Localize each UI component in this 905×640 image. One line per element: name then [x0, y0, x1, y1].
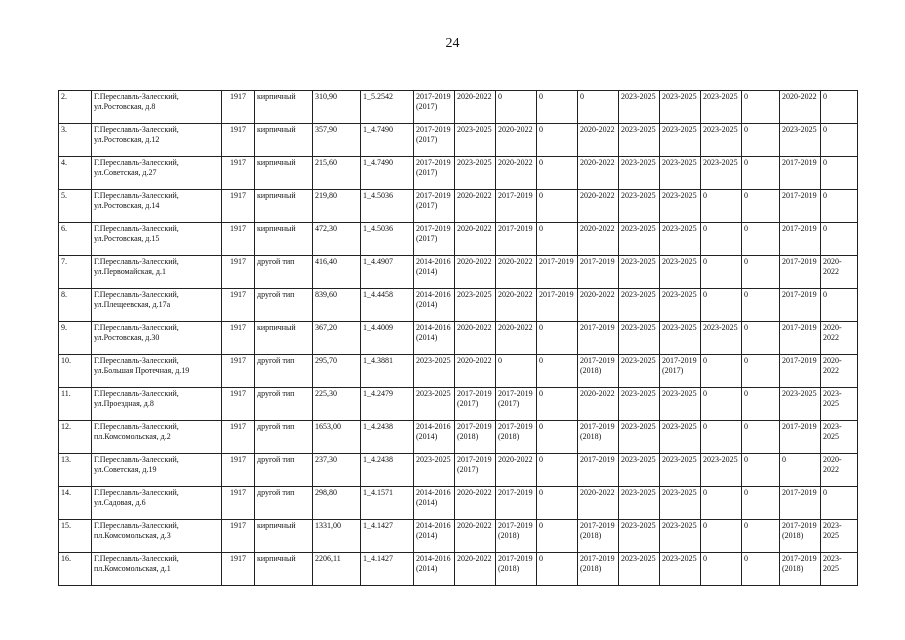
area-cell: 472,30 — [313, 223, 361, 256]
period-cell: 2020-2022 — [821, 355, 858, 388]
period-cell: 2017-2019 — [780, 289, 821, 322]
period-cell: 2023-2025 — [660, 91, 701, 124]
year-built-cell: 1917 — [222, 355, 255, 388]
year-built-cell: 1917 — [222, 487, 255, 520]
period-cell: 0 — [701, 256, 742, 289]
table-row — [59, 355, 858, 388]
period-cell: 2023-2025 — [414, 388, 455, 421]
address-cell: Г.Переславль-Залесский, ул.Большая Протечная, д.19 — [92, 355, 222, 388]
row-number: 7. — [59, 256, 92, 289]
period-cell: 2023-2025 — [619, 289, 660, 322]
period-cell: 2020-2022 — [578, 289, 619, 322]
period-cell: 2023-2025 — [701, 91, 742, 124]
period-cell: 2017-2019 — [537, 256, 578, 289]
period-cell: 0 — [742, 322, 780, 355]
address-cell: Г.Переславль-Залесский, ул.Ростовская, д.8 — [92, 91, 222, 124]
period-cell: 0 — [821, 487, 858, 520]
year-built-cell: 1917 — [222, 190, 255, 223]
period-cell: 0 — [537, 553, 578, 586]
period-cell: 0 — [821, 91, 858, 124]
area-cell: 367,20 — [313, 322, 361, 355]
period-cell: 2020-2022 — [455, 553, 496, 586]
period-cell: 2020-2022 — [821, 256, 858, 289]
period-cell: 2017-2019 (2018) — [496, 520, 537, 553]
period-cell: 2023-2025 — [701, 322, 742, 355]
period-cell: 2020-2022 — [455, 256, 496, 289]
period-cell: 2020-2022 — [455, 520, 496, 553]
area-cell: 839,60 — [313, 289, 361, 322]
area-cell: 1653,00 — [313, 421, 361, 454]
row-number: 11. — [59, 388, 92, 421]
period-cell: 2017-2019 — [578, 256, 619, 289]
wall-material-cell: кирпичный — [255, 322, 313, 355]
row-number: 6. — [59, 223, 92, 256]
year-built-cell: 1917 — [222, 91, 255, 124]
index-cell: 1_4.5036 — [361, 223, 414, 256]
period-cell: 2017-2019 — [780, 355, 821, 388]
row-number: 16. — [59, 553, 92, 586]
period-cell: 2014-2016 (2014) — [414, 289, 455, 322]
period-cell: 2023-2025 — [660, 421, 701, 454]
period-cell: 2017-2019 — [780, 322, 821, 355]
wall-material-cell: другой тип — [255, 289, 313, 322]
period-cell: 2017-2019 (2017) — [414, 190, 455, 223]
table-row — [59, 223, 858, 256]
wall-material-cell: другой тип — [255, 355, 313, 388]
year-built-cell: 1917 — [222, 157, 255, 190]
table-row — [59, 256, 858, 289]
area-cell: 215,60 — [313, 157, 361, 190]
row-number: 9. — [59, 322, 92, 355]
period-cell: 2023-2025 — [660, 553, 701, 586]
period-cell: 0 — [742, 124, 780, 157]
index-cell: 1_4.2438 — [361, 454, 414, 487]
index-cell: 1_4.3881 — [361, 355, 414, 388]
period-cell: 0 — [537, 355, 578, 388]
period-cell: 2023-2025 — [780, 388, 821, 421]
year-built-cell: 1917 — [222, 322, 255, 355]
address-cell: Г.Переславль-Залесский, пл.Комсомольская, д.2 — [92, 421, 222, 454]
period-cell: 2020-2022 — [455, 355, 496, 388]
period-cell: 0 — [742, 223, 780, 256]
year-built-cell: 1917 — [222, 553, 255, 586]
period-cell: 2017-2019 — [780, 487, 821, 520]
period-cell: 2014-2016 (2014) — [414, 421, 455, 454]
index-cell: 1_4.4458 — [361, 289, 414, 322]
period-cell: 2023-2025 — [414, 454, 455, 487]
period-cell: 2023-2025 — [660, 388, 701, 421]
period-cell: 0 — [742, 421, 780, 454]
wall-material-cell: кирпичный — [255, 124, 313, 157]
period-cell: 2020-2022 — [455, 91, 496, 124]
address-cell: Г.Переславль-Залесский, пл.Комсомольская, д.1 — [92, 553, 222, 586]
year-built-cell: 1917 — [222, 454, 255, 487]
year-built-cell: 1917 — [222, 124, 255, 157]
period-cell: 0 — [780, 454, 821, 487]
period-cell: 2017-2019 — [780, 256, 821, 289]
period-cell: 2017-2019 (2017) — [414, 124, 455, 157]
period-cell: 0 — [742, 190, 780, 223]
period-cell: 2014-2016 (2014) — [414, 553, 455, 586]
period-cell: 2020-2022 — [455, 487, 496, 520]
period-cell: 2023-2025 — [455, 289, 496, 322]
period-cell: 0 — [537, 520, 578, 553]
period-cell: 2023-2025 — [660, 157, 701, 190]
table-body — [59, 91, 858, 586]
period-cell: 2023-2025 — [619, 487, 660, 520]
area-cell: 2206,11 — [313, 553, 361, 586]
period-cell: 2023-2025 — [701, 157, 742, 190]
period-cell: 2017-2019 (2018) — [496, 421, 537, 454]
period-cell: 2017-2019 (2018) — [455, 421, 496, 454]
wall-material-cell: кирпичный — [255, 520, 313, 553]
area-cell: 416,40 — [313, 256, 361, 289]
year-built-cell: 1917 — [222, 256, 255, 289]
index-cell: 1_4.1427 — [361, 553, 414, 586]
period-cell: 2017-2019 — [496, 190, 537, 223]
period-cell: 2023-2025 — [455, 124, 496, 157]
period-cell: 0 — [821, 223, 858, 256]
period-cell: 2017-2019 (2018) — [578, 553, 619, 586]
table-row — [59, 454, 858, 487]
period-cell: 0 — [821, 157, 858, 190]
period-cell: 2023-2025 — [660, 487, 701, 520]
period-cell: 0 — [742, 454, 780, 487]
period-cell: 2014-2016 (2014) — [414, 487, 455, 520]
period-cell: 0 — [496, 355, 537, 388]
period-cell: 2020-2022 — [578, 388, 619, 421]
period-cell: 2017-2019 — [578, 322, 619, 355]
address-cell: Г.Переславль-Залесский, ул.Садовая, д.6 — [92, 487, 222, 520]
table-row — [59, 520, 858, 553]
area-cell: 310,90 — [313, 91, 361, 124]
area-cell: 219,80 — [313, 190, 361, 223]
address-cell: Г.Переславль-Залесский, пл.Комсомольская, д.3 — [92, 520, 222, 553]
period-cell: 2014-2016 (2014) — [414, 322, 455, 355]
period-cell: 2020-2022 — [578, 190, 619, 223]
period-cell: 2017-2019 (2018) — [578, 355, 619, 388]
wall-material-cell: кирпичный — [255, 91, 313, 124]
period-cell: 2023-2025 — [619, 553, 660, 586]
period-cell: 2023-2025 — [619, 454, 660, 487]
period-cell: 2023-2025 — [619, 190, 660, 223]
period-cell: 2023-2025 — [660, 289, 701, 322]
period-cell: 2023-2025 — [821, 553, 858, 586]
period-cell: 0 — [537, 421, 578, 454]
table-row — [59, 322, 858, 355]
period-cell: 0 — [701, 388, 742, 421]
index-cell: 1_4.7490 — [361, 124, 414, 157]
wall-material-cell: другой тип — [255, 256, 313, 289]
period-cell: 0 — [701, 520, 742, 553]
period-cell: 2023-2025 — [780, 124, 821, 157]
period-cell: 0 — [742, 487, 780, 520]
year-built-cell: 1917 — [222, 520, 255, 553]
period-cell: 0 — [496, 91, 537, 124]
period-cell: 0 — [537, 388, 578, 421]
table-row — [59, 157, 858, 190]
period-cell: 2023-2025 — [455, 157, 496, 190]
period-cell: 2020-2022 — [455, 223, 496, 256]
row-number: 4. — [59, 157, 92, 190]
period-cell: 2020-2022 — [780, 91, 821, 124]
period-cell: 2023-2025 — [821, 388, 858, 421]
period-cell: 0 — [701, 223, 742, 256]
period-cell: 0 — [537, 454, 578, 487]
housing-table — [58, 90, 858, 586]
table-row — [59, 421, 858, 454]
period-cell: 2017-2019 (2017) — [414, 157, 455, 190]
period-cell: 2017-2019 (2017) — [496, 388, 537, 421]
address-cell: Г.Переславль-Залесский, ул.Советская, д.27 — [92, 157, 222, 190]
index-cell: 1_4.1427 — [361, 520, 414, 553]
period-cell: 2023-2025 — [619, 256, 660, 289]
row-number: 10. — [59, 355, 92, 388]
period-cell: 2020-2022 — [496, 124, 537, 157]
period-cell: 0 — [701, 289, 742, 322]
period-cell: 2020-2022 — [496, 256, 537, 289]
table-row — [59, 289, 858, 322]
period-cell: 2017-2019 — [578, 454, 619, 487]
period-cell: 2020-2022 — [496, 289, 537, 322]
period-cell: 2020-2022 — [455, 322, 496, 355]
year-built-cell: 1917 — [222, 289, 255, 322]
area-cell: 237,30 — [313, 454, 361, 487]
period-cell: 2023-2025 — [660, 124, 701, 157]
index-cell: 1_4.4907 — [361, 256, 414, 289]
period-cell: 2023-2025 — [701, 124, 742, 157]
period-cell: 2017-2019 — [780, 223, 821, 256]
address-cell: Г.Переславль-Залесский, ул.Ростовская, д.12 — [92, 124, 222, 157]
period-cell: 2023-2025 — [660, 223, 701, 256]
period-cell: 0 — [537, 124, 578, 157]
period-cell: 2023-2025 — [619, 520, 660, 553]
index-cell: 1_4.2438 — [361, 421, 414, 454]
page-number: 24 — [445, 36, 460, 51]
address-cell: Г.Переславль-Залесский, ул.Плещеевская, д.17а — [92, 289, 222, 322]
period-cell: 2023-2025 — [414, 355, 455, 388]
period-cell: 2023-2025 — [660, 190, 701, 223]
period-cell: 0 — [742, 520, 780, 553]
period-cell: 2020-2022 — [496, 454, 537, 487]
period-cell: 2017-2019 — [780, 421, 821, 454]
period-cell: 2014-2016 (2014) — [414, 256, 455, 289]
period-cell: 2023-2025 — [660, 520, 701, 553]
period-cell: 2017-2019 (2018) — [578, 421, 619, 454]
table-row — [59, 91, 858, 124]
period-cell: 2023-2025 — [660, 322, 701, 355]
area-cell: 357,90 — [313, 124, 361, 157]
period-cell: 2023-2025 — [821, 421, 858, 454]
row-number: 14. — [59, 487, 92, 520]
row-number: 3. — [59, 124, 92, 157]
index-cell: 1_4.1571 — [361, 487, 414, 520]
period-cell: 2017-2019 (2018) — [496, 553, 537, 586]
address-cell: Г.Переславль-Залесский, ул.Ростовская, д.30 — [92, 322, 222, 355]
period-cell: 0 — [742, 388, 780, 421]
table-row — [59, 487, 858, 520]
index-cell: 1_4.5036 — [361, 190, 414, 223]
period-cell: 0 — [742, 91, 780, 124]
year-built-cell: 1917 — [222, 421, 255, 454]
wall-material-cell: кирпичный — [255, 190, 313, 223]
period-cell: 2017-2019 — [537, 289, 578, 322]
period-cell: 0 — [742, 256, 780, 289]
period-cell: 0 — [578, 91, 619, 124]
address-cell: Г.Переславль-Залесский, ул.Проездная, д.8 — [92, 388, 222, 421]
period-cell: 2017-2019 (2017) — [414, 223, 455, 256]
period-cell: 2020-2022 — [455, 190, 496, 223]
period-cell: 2023-2025 — [619, 91, 660, 124]
period-cell: 2020-2022 — [821, 322, 858, 355]
period-cell: 0 — [701, 421, 742, 454]
row-number: 15. — [59, 520, 92, 553]
index-cell: 1_5.2542 — [361, 91, 414, 124]
period-cell: 0 — [701, 355, 742, 388]
area-cell: 298,80 — [313, 487, 361, 520]
period-cell: 0 — [537, 91, 578, 124]
period-cell: 0 — [821, 289, 858, 322]
period-cell: 0 — [742, 157, 780, 190]
wall-material-cell: другой тип — [255, 421, 313, 454]
row-number: 2. — [59, 91, 92, 124]
period-cell: 2017-2019 (2017) — [455, 454, 496, 487]
index-cell: 1_4.2479 — [361, 388, 414, 421]
wall-material-cell: кирпичный — [255, 157, 313, 190]
row-number: 12. — [59, 421, 92, 454]
period-cell: 2023-2025 — [619, 157, 660, 190]
table-row — [59, 388, 858, 421]
period-cell: 2020-2022 — [496, 322, 537, 355]
period-cell: 0 — [742, 553, 780, 586]
period-cell: 2023-2025 — [619, 223, 660, 256]
area-cell: 225,30 — [313, 388, 361, 421]
area-cell: 1331,00 — [313, 520, 361, 553]
year-built-cell: 1917 — [222, 388, 255, 421]
period-cell: 2020-2022 — [578, 487, 619, 520]
period-cell: 2020-2022 — [821, 454, 858, 487]
row-number: 5. — [59, 190, 92, 223]
period-cell: 2023-2025 — [619, 421, 660, 454]
period-cell: 2014-2016 (2014) — [414, 520, 455, 553]
period-cell: 2017-2019 — [780, 190, 821, 223]
address-cell: Г.Переславль-Залесский, ул.Ростовская, д.14 — [92, 190, 222, 223]
period-cell: 0 — [701, 487, 742, 520]
period-cell: 2023-2025 — [701, 454, 742, 487]
address-cell: Г.Переславль-Залесский, ул.Советская, д.19 — [92, 454, 222, 487]
row-number: 13. — [59, 454, 92, 487]
period-cell: 2023-2025 — [619, 388, 660, 421]
wall-material-cell: кирпичный — [255, 553, 313, 586]
period-cell: 0 — [537, 322, 578, 355]
period-cell: 2017-2019 — [496, 487, 537, 520]
year-built-cell: 1917 — [222, 223, 255, 256]
row-number: 8. — [59, 289, 92, 322]
period-cell: 0 — [537, 487, 578, 520]
wall-material-cell: другой тип — [255, 454, 313, 487]
wall-material-cell: другой тип — [255, 487, 313, 520]
period-cell: 2023-2025 — [660, 454, 701, 487]
period-cell: 2020-2022 — [578, 157, 619, 190]
period-cell: 0 — [742, 355, 780, 388]
table-row — [59, 553, 858, 586]
period-cell: 0 — [537, 190, 578, 223]
period-cell: 0 — [821, 124, 858, 157]
period-cell: 2023-2025 — [619, 355, 660, 388]
area-cell: 295,70 — [313, 355, 361, 388]
wall-material-cell: другой тип — [255, 388, 313, 421]
address-cell: Г.Переславль-Залесский, ул.Первомайская, д.1 — [92, 256, 222, 289]
period-cell: 2017-2019 (2017) — [455, 388, 496, 421]
period-cell: 0 — [537, 223, 578, 256]
period-cell: 2017-2019 (2017) — [660, 355, 701, 388]
period-cell: 0 — [821, 190, 858, 223]
period-cell: 2017-2019 (2018) — [780, 520, 821, 553]
period-cell: 2020-2022 — [578, 124, 619, 157]
index-cell: 1_4.4009 — [361, 322, 414, 355]
period-cell: 0 — [701, 553, 742, 586]
period-cell: 0 — [537, 157, 578, 190]
period-cell: 2023-2025 — [619, 322, 660, 355]
period-cell: 2023-2025 — [660, 256, 701, 289]
period-cell: 2020-2022 — [578, 223, 619, 256]
period-cell: 2020-2022 — [496, 157, 537, 190]
period-cell: 2023-2025 — [821, 520, 858, 553]
wall-material-cell: кирпичный — [255, 223, 313, 256]
period-cell: 2017-2019 (2017) — [414, 91, 455, 124]
period-cell: 0 — [742, 289, 780, 322]
period-cell: 2017-2019 — [780, 157, 821, 190]
period-cell: 0 — [701, 190, 742, 223]
period-cell: 2017-2019 (2018) — [780, 553, 821, 586]
address-cell: Г.Переславль-Залесский, ул.Ростовская, д.15 — [92, 223, 222, 256]
table-row — [59, 190, 858, 223]
index-cell: 1_4.7490 — [361, 157, 414, 190]
period-cell: 2023-2025 — [619, 124, 660, 157]
period-cell: 2017-2019 (2018) — [578, 520, 619, 553]
period-cell: 2017-2019 — [496, 223, 537, 256]
table-row — [59, 124, 858, 157]
